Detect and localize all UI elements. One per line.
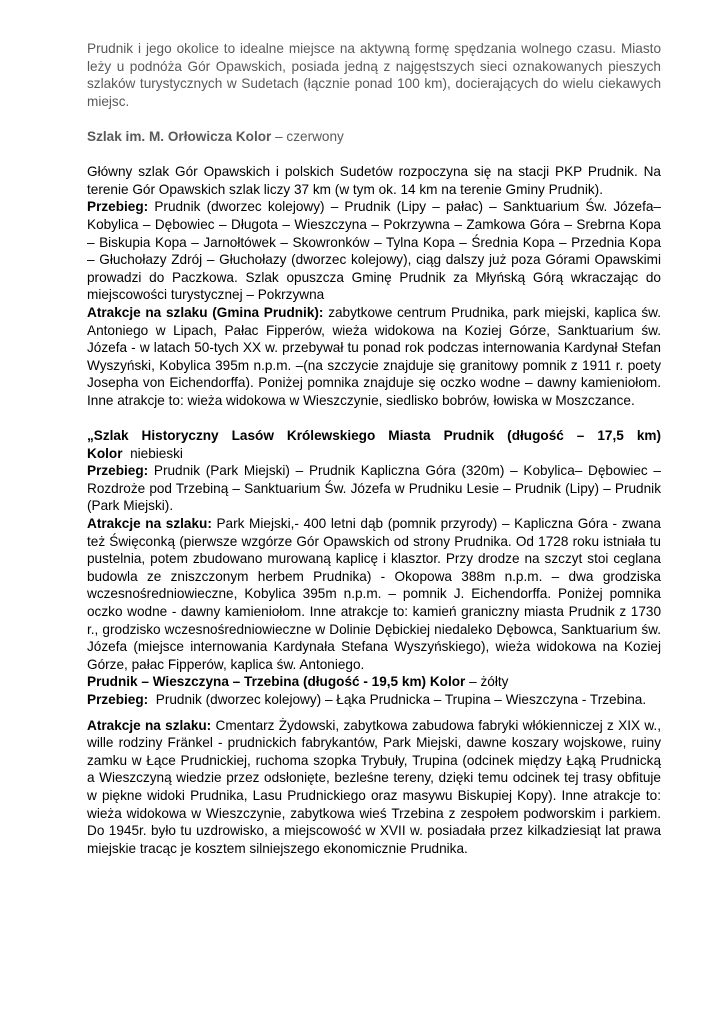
trail3-title: Prudnik – Wieszczyna – Trzebina (długość - 19,5 km) Kolor [87, 674, 466, 690]
trail3-attractions-label: Atrakcje na szlaku: [87, 717, 212, 733]
trail2-attractions [87, 515, 661, 673]
trail3-route [87, 691, 661, 709]
trail1-title: Szlak im. M. Orłowicza Kolor [87, 128, 272, 144]
trail1-attractions [87, 304, 661, 410]
trail3-heading [87, 673, 661, 691]
trail2-attractions-text: Park Miejski,- 400 letni dąb (pomnik przyrody) – Kapliczna Góra - zwana też Święconką (pierwsze wzgórze Gór Opawskich od strony Prudnika. Od 1728 roku istniała tu pustelnia, potem zbudowano murowaną kaplicę i klasztor. Przy drodze na szczyt stoi ceglana budowla ze zniszczonym herbem Prudnika) - Okopowa 388m n.p.m. – dwa grodziska wczesnośredniowieczne, Kobylica 395m n.p.m. – pomnik J. Eichendorffa. Poniżej pomnika oczko wodne - dawny kamieniołom. Inne atrakcje to: kamień graniczny miasta Prudnik z 1730 r., grodzisko wczesnośredniowieczne w Dolinie Dębickiej niedaleko Dębowca, Sanktuarium św. Józefa (miejsce internowania Kardynała Stefana Wyszyńskiego), wieża widokowa na Koziej Górze, pałac Fipperów, kaplica św. Antoniego. [87, 516, 661, 672]
trail3-route-text: Prudnik (dworzec kolejowy) – Łąka Prudnicka – Trupina – Wieszczyna - Trzebina. [155, 691, 647, 707]
trail2-title: „Szlak Historyczny Lasów Królewskiego Miasta Prudnik (długość – 17,5 km) Kolor [87, 428, 661, 461]
trail1-attractions-text: zabytkowe centrum Prudnika, park miejski, kaplica św. Antoniego w Lipach, Pałac Fipperów, wieża widokowa na Koziej Górze, Sanktuarium św. Józefa - w latach 50-tych XX w. przebywał tu ponad rok podczas internowania Kardynał Stefan Wyszyński, Kobylica 395m n.p.m. –(na szczycie znajduje się granitowy pomnik z 1911 r. poety Josepha von Eichendorffa). Poniżej pomnika znajduje się oczko wodne – dawny kamieniołom. Inne atrakcje to: wieża widokowa w Wieszczynie, siedlisko bobrów, łowiska w Moszczance. [87, 304, 661, 408]
trail2-route-text: Prudnik (Park Miejski) – Prudnik Kapliczna Góra (320m) – Kobylica– Dębowiec – Rozdroże pod Trzebiną – Sanktuarium Św. Józefa w Prudniku Lesie – Prudnik (Lipy) – Prudnik (Park Miejski). [87, 463, 661, 514]
trail1-description: Główny szlak Gór Opawskich i polskich Sudetów rozpoczyna się na stacji PKP Prudnik. Na terenie Gór Opawskich szlak liczy 37 km (w tym ok. 14 km na terenie Gminy Prudnik). [87, 164, 661, 197]
trail1-attractions-label: Atrakcje na szlaku (Gmina Prudnik): [87, 304, 324, 320]
trail2-attractions-label: Atrakcje na szlaku: [87, 516, 212, 532]
trail2-route-label: Przebieg: [87, 463, 149, 479]
trail2-heading [87, 427, 661, 462]
trail1-route [87, 198, 661, 304]
trail3-route-label: Przebieg: [87, 691, 149, 707]
trail1-color: – czerwony [275, 128, 344, 144]
trail2-color: niebieski [130, 445, 183, 461]
trail1-heading [87, 128, 661, 146]
intro-paragraph: Prudnik i jego okolice to idealne miejsce na aktywną formę spędzania wolnego czasu. Miasto leży u podnóża Gór Opawskich, posiada jedną z najgęstszych sieci oznakowanych pieszych szlaków turystycznych w Sudetach (łącznie ponad 100 km), docierających do wielu ciekawych miejsc. [87, 41, 661, 109]
trail2-route [87, 462, 661, 515]
trail3-attractions-text: Cmentarz Żydowski, zabytkowa zabudowa fabryki włókienniczej z XIX w., wille rodziny Fränkel - prudnickich fabrykantów, Park Miejski, dawne koszary wojskowe, ruiny zamku w Łące Prudnickiej, ruchoma szopka Trybuły, Trupina (odcinek między Łąką Prudnicką a Wieszczyną wiedzie przez odsłonięte, bezleśne tereny, dzięki temu odcinek tej trasy obfituje w piękne widoki Prudnika, Lasu Prudnickiego oraz masywu Biskupiej Kopy). Inne atrakcje to: wieża widokowa w Wieszczynie, zabytkowa wieś Trzebina z zespołem podworskim i parkiem. Do 1945r. było tu uzdrowisko, a miejscowość w XVII w. posiadała przez kilkadziesiąt lat prawa miejskie tracąc je kosztem silniejszego ekonomicznie Prudnika. [87, 717, 661, 856]
trail3-color: – żółty [469, 674, 509, 690]
trail1-route-text: Prudnik (dworzec kolejowy) – Prudnik (Lipy – pałac) – Sanktuarium Św. Józefa– Kobylica – Dębowiec – Długota – Wieszczyna – Pokrzywna – Zamkowa Góra – Srebrna Kopa – Biskupia Kopa – Jarnołtówek – Skowronków – Tylna Kopa – Średnia Kopa – Przednia Kopa – Głuchołazy Zdrój – Głuchołazy (dworzec kolejowy), ciąg dalszy już poza Górami Opawskimi prowadzi do Paczkowa. Szlak opuszcza Gminę Prudnik za Młyńską Górą wkraczając do miejscowości turystycznej – Pokrzywna [87, 199, 661, 303]
trail1-route-label: Przebieg: [87, 199, 149, 215]
trail3-attractions [87, 717, 661, 858]
